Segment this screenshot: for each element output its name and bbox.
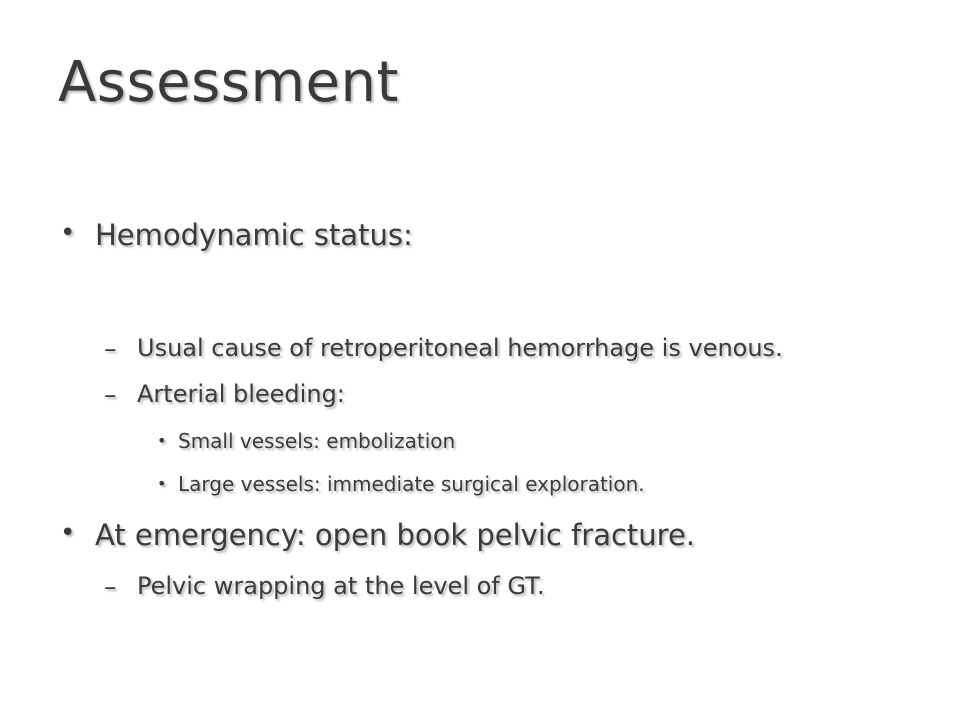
bullet-text-hemodynamic-status: Hemodynamic status:: [95, 218, 413, 252]
slide-title: Assessment: [58, 50, 399, 115]
bullet-text-pelvic-wrapping: Pelvic wrapping at the level of GT.: [137, 572, 545, 600]
bullet-text-arterial-bleeding: Arterial bleeding:: [137, 380, 345, 408]
bullet-text-large-vessels: Large vessels: immediate surgical exploration.: [178, 472, 645, 496]
dash-marker: –: [104, 380, 117, 409]
bullet-marker: •: [60, 518, 76, 548]
sub-bullet-marker: •: [157, 431, 167, 450]
sub-bullet-marker: •: [157, 474, 167, 493]
dash-marker: –: [104, 572, 117, 601]
bullet-text-usual-cause: Usual cause of retroperitoneal hemorrhage is venous.: [137, 334, 783, 362]
dash-marker: –: [104, 334, 117, 363]
bullet-text-at-emergency: At emergency: open book pelvic fracture.: [95, 518, 696, 552]
bullet-marker: •: [60, 218, 76, 248]
bullet-text-small-vessels: Small vessels: embolization: [178, 429, 456, 453]
